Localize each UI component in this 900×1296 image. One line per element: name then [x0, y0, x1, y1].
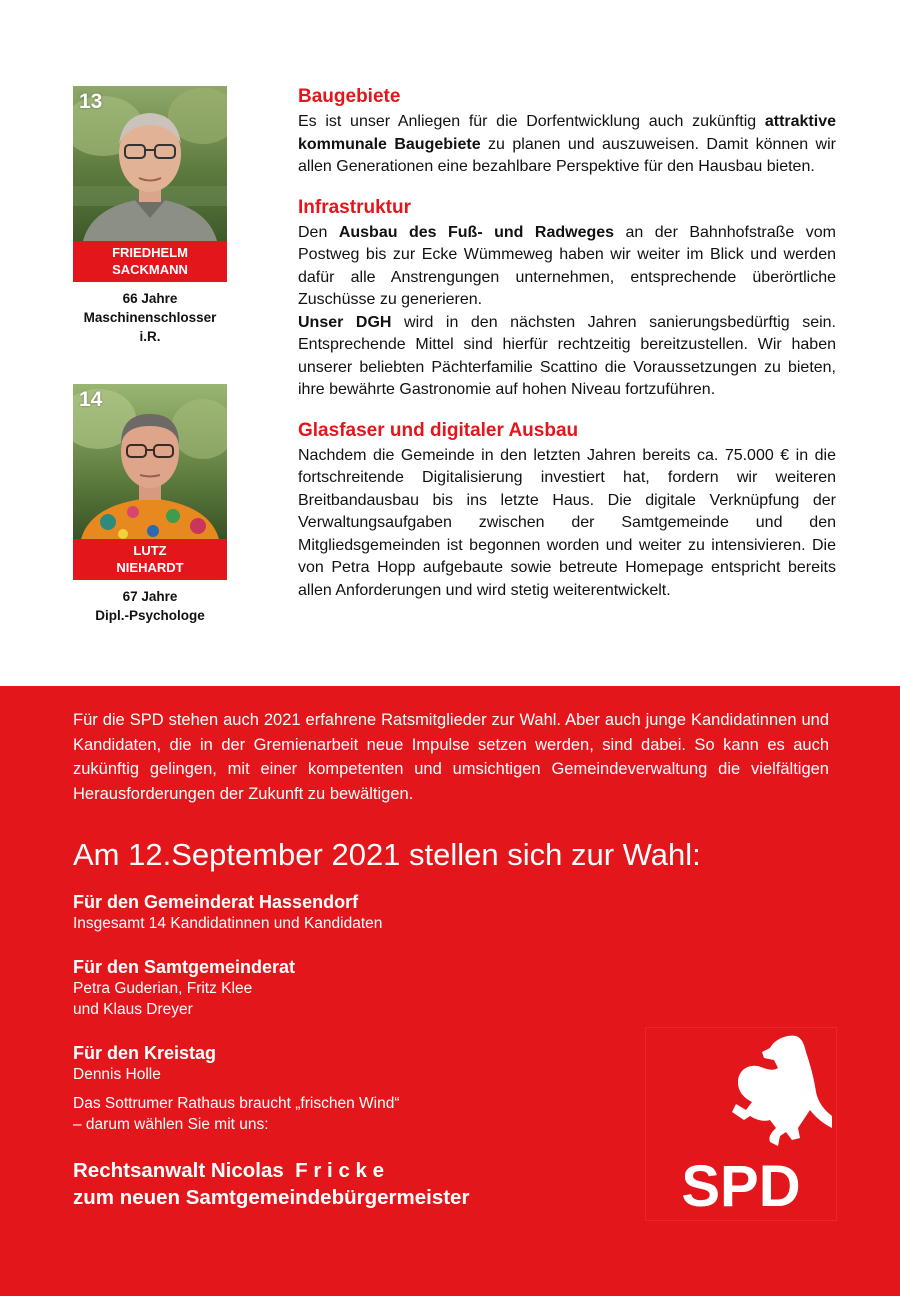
candidate-job: Maschinenschlosser — [83, 310, 217, 325]
text-emphasis: Ausbau des Fuß- und Radweges — [338, 223, 615, 241]
election-headline: Am 12.September 2021 stellen sich zur Wahl: — [73, 837, 701, 872]
section-baugebiete — [298, 86, 836, 179]
candidate-last-name: NIEHARDT — [116, 560, 184, 575]
closing-line: Das Sottrumer Rathaus braucht „frischen Wind“ — [73, 1095, 400, 1112]
intro-paragraph: Für die SPD stehen auch 2021 erfahrene Ratsmitglieder zur Wahl. Aber auch junge Kandidatinnen und Kandidaten, die in der Gremienarbeit neue Impulse setzen werden, sind dabei. So kann es auch zukünftig gelingen, mit einer kompetenten und umsichtigen Gemeindeverwaltung die vielfältigen Herausforderungen der Zukunft zu bewältigen. — [73, 711, 829, 803]
group-samtgemeinderat — [73, 956, 295, 1020]
text-run: an der Bahnhofstraße vom Postweg bis zur Ecke Wümmeweg haben wir weiter im Blick und werden dafür alle Anstrengungen unternehmen, entsprechende überörtliche Zuschüsse zu generieren. — [298, 223, 837, 308]
candidate-age: 67 Jahre — [122, 589, 178, 604]
program-text — [298, 86, 836, 620]
candidate-last-name: SACKMANN — [112, 262, 188, 277]
section-paragraph — [298, 222, 836, 312]
group-line: und Klaus Dreyer — [73, 1001, 193, 1018]
spd-logo — [646, 1028, 836, 1220]
text-run: wird in den nächsten Jahren sanierungsbedürftig sein. Entsprechende Mittel sind hierfür rechtzeitig bereitzustellen. Wir haben unserer beliebten Pächterfamilie Scattino die Voraussetzungen zu bieten, ihre bewährte Gastronomie auf hohen Niveau fortzuführen. — [298, 313, 837, 398]
section-infrastruktur — [298, 197, 836, 402]
candidate-card-13 — [73, 86, 227, 346]
section-paragraph — [298, 111, 836, 179]
text-run: Es ist unser Anliegen für die Dorfentwicklung auch zukünftig — [298, 113, 765, 130]
candidate-age: 66 Jahre — [122, 291, 178, 306]
section-title: Baugebiete — [298, 86, 401, 107]
candidate-info — [73, 289, 227, 346]
candidate-name-bar — [73, 539, 227, 580]
group-line: Insgesamt 14 Kandidatinnen und Kandidaten — [73, 915, 383, 932]
group-gemeinderat — [73, 891, 382, 934]
section-title: Glasfaser und digitaler Ausbau — [298, 419, 579, 441]
closing-text — [73, 1093, 399, 1135]
group-line: Dennis Holle — [73, 1066, 161, 1083]
candidate-job: Dipl.-Psychologe — [95, 608, 205, 623]
group-title: Für den Gemeinderat Hassendorf — [73, 892, 359, 912]
section-glasfaser — [298, 420, 836, 603]
group-line: Petra Guderian, Fritz Klee — [73, 980, 253, 997]
mayor-line: zum neuen Samtgemeindebürgermeister — [73, 1186, 470, 1209]
candidate-name-bar — [73, 241, 227, 282]
candidate-info — [73, 587, 227, 625]
group-title: Für den Kreistag — [73, 1043, 217, 1063]
candidate-job-suffix: i.R. — [139, 329, 161, 344]
candidate-number: 14 — [79, 388, 103, 411]
text-run: Den — [298, 223, 339, 241]
text-run: zu planen und auszuweisen. Damit können wir allen Generationen eine bezahlbare Perspektive für den Hausbau bieten. — [298, 135, 836, 175]
candidate-first-name: LUTZ — [133, 543, 167, 558]
mayor-line: Rechtsanwalt Nicolas F r i c k e — [73, 1159, 385, 1182]
text-emphasis: Unser DGH — [298, 313, 392, 331]
group-kreistag — [73, 1042, 216, 1085]
candidate-number: 13 — [79, 90, 103, 113]
logo-text: SPD — [681, 1154, 801, 1219]
section-paragraph — [298, 312, 836, 402]
section-paragraph: Nachdem die Gemeinde in den letzten Jahren bereits ca. 75.000 € in die fortschreitende Digitalisierung investiert hat, fordern wir weiteren Breitbandausbau bis ins letzte Haus. Die digitale Verknüpfung der Verwaltungsaufgaben zwischen der Samtgemeinde und den Mitgliedsgemeinden ist begonnen worden und weiter zu intensivieren. Die von Petra Hopp aufgebaute sowie betreute Homepage entspricht bereits allen Anforderungen und wird stetig weiterentwickelt. — [298, 446, 836, 599]
text-emphasis: attraktive kommunale Baugebiete — [298, 113, 836, 153]
group-title: Für den Samtgemeinderat — [73, 957, 296, 977]
candidate-first-name: FRIEDHELM — [112, 245, 188, 260]
candidate-card-14 — [73, 384, 227, 625]
red-footer-section — [0, 686, 900, 1296]
section-title: Infrastruktur — [298, 196, 411, 218]
mayor-candidate — [73, 1157, 469, 1211]
horse-icon — [646, 1028, 836, 1220]
candidate-photo — [73, 86, 227, 241]
closing-line: – darum wählen Sie mit uns: — [73, 1116, 269, 1133]
candidate-photo — [73, 384, 227, 539]
